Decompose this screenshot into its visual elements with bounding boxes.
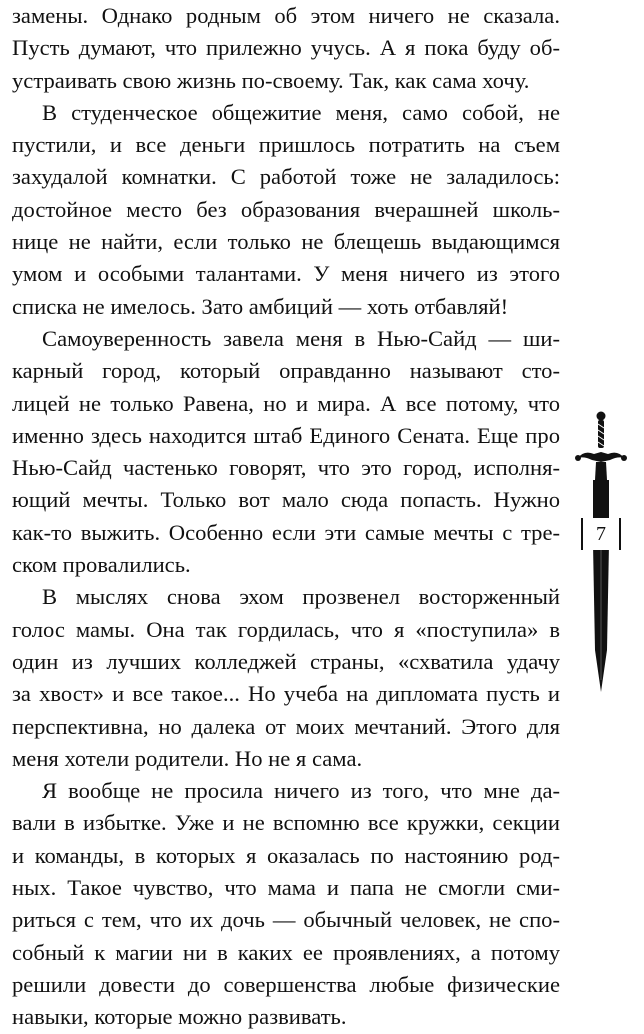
text-line: Нью-Сайд частенько говорят, что это город, исполня- xyxy=(12,455,560,481)
sword-icon xyxy=(570,410,640,695)
text-line: ском провалились. xyxy=(12,552,191,578)
text-line: ющий мечты. Только вот мало сюда попасть. Нужно xyxy=(12,487,560,513)
text-line: ных. Такое чувство, что мама и папа не смогли сми- xyxy=(12,875,560,901)
text-line: лицей не только Равена, но и мира. А все потому, что xyxy=(12,390,560,416)
text-line: перспективна, но далека от моих мечтаний. Этого для xyxy=(12,713,560,739)
text-line: решили довести до совершенства любые физические xyxy=(12,971,560,997)
text-line: устраивать свою жизнь по-своему. Так, как сама хочу. xyxy=(12,67,530,93)
text-line: Самоуверенность завела меня в Нью-Сайд — ши- xyxy=(42,325,560,351)
text-line: нице не найти, если только не блещешь выдающимся xyxy=(12,229,560,255)
text-line: карный город, который оправданно называют сто- xyxy=(12,358,560,384)
text-line: собный к магии ни в каких ее проявлениях, а потому xyxy=(12,939,560,965)
text-line: голос мамы. Она так гордилась, что я «поступила» в xyxy=(12,616,560,642)
text-line: списка не имелось. Зато амбиций — хоть отбавляй! xyxy=(12,293,509,319)
text-line: за хвост» и все такое... Но учеба на дипломата пусть и xyxy=(12,681,560,707)
text-line: замены. Однако родным об этом ничего не сказала. xyxy=(12,3,560,28)
text-line: пустили, и все деньги пришлось потратить на съем xyxy=(12,132,560,158)
text-line: Я вообще не просила ничего из того, что мне да- xyxy=(42,778,560,804)
text-line: В мыслях снова эхом прозвенел восторженный xyxy=(42,584,560,610)
text-line: навыки, которые можно развивать. xyxy=(12,1004,347,1030)
body-text xyxy=(12,0,560,1034)
text-line: риться с тем, что их дочь — обычный человек, не спо- xyxy=(12,907,560,933)
text-line: один из лучших колледжей страны, «схватила удачу xyxy=(12,648,560,674)
text-line: как-то выжить. Особенно если эти самые мечты с тре- xyxy=(12,519,560,545)
text-line: вали в избытке. Уже и не вспомню все кружки, секции xyxy=(12,810,560,836)
text-line: меня хотели родители. Но не я сама. xyxy=(12,745,363,771)
text-line: и команды, в которых я оказалась по настоянию род- xyxy=(12,842,560,868)
text-line: Пусть думают, что прилежно учусь. А я пока буду об- xyxy=(12,35,560,61)
text-line: достойное место без образования вчерашней школь- xyxy=(12,196,560,222)
text-line: захудалой комнатки. С работой тоже не заладилось: xyxy=(12,164,560,190)
page-number: 7 xyxy=(581,518,621,550)
text-line: В студенческое общежитие меня, само собой, не xyxy=(42,99,560,125)
text-line: именно здесь находится штаб Единого Сената. Еще про xyxy=(12,422,560,448)
text-line: умом и особыми талантами. У меня ничего из этого xyxy=(12,261,560,287)
